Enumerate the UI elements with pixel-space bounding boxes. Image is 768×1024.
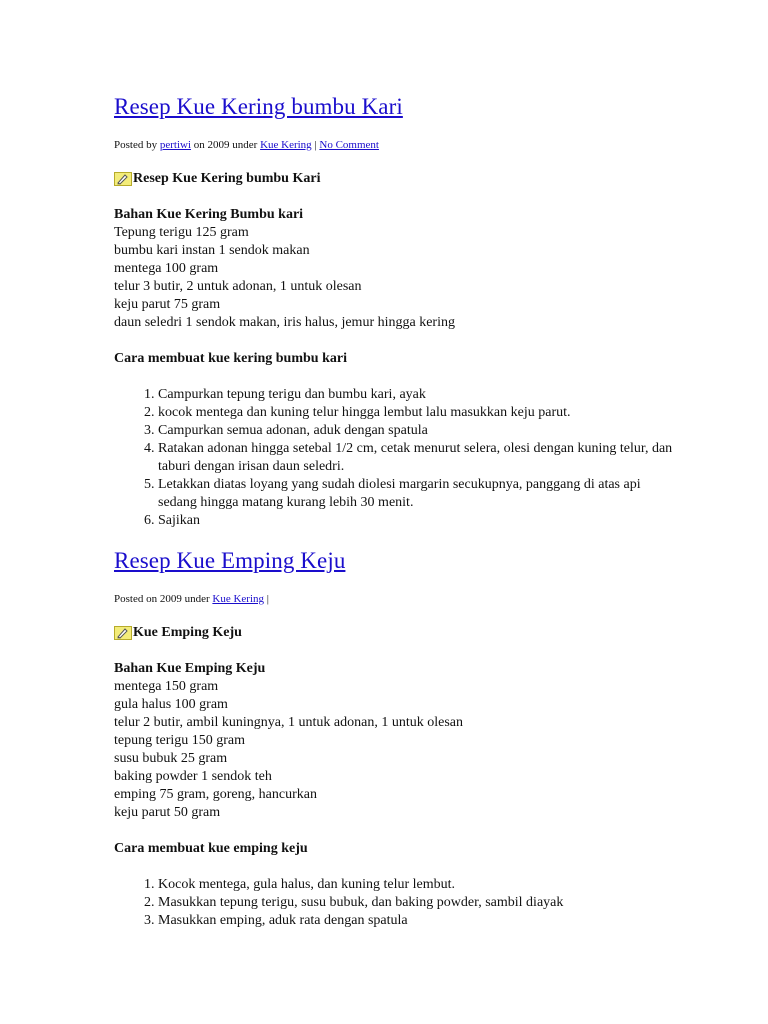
step-item: 6. Sajikan <box>158 512 674 530</box>
ingredient-line: gula halus 100 gram <box>114 697 228 712</box>
post-meta <box>114 592 674 606</box>
step-item: 2. kocok mentega dan kuning telur hingga lembut lalu masukkan keju parut. <box>158 404 674 422</box>
ingredient-line: baking powder 1 sendok teh <box>114 769 272 784</box>
ingredient-line: susu bubuk 25 gram <box>114 751 228 766</box>
steps-title: Cara membuat kue emping keju <box>114 841 308 856</box>
post-title-link[interactable]: Resep Kue Emping Keju <box>114 548 346 573</box>
post-kue-kering-bumbu-kari <box>114 92 674 530</box>
ingredient-line: mentega 100 gram <box>114 261 219 276</box>
recipe-heading <box>114 170 674 188</box>
steps-list <box>114 386 674 530</box>
post-title-link[interactable]: Resep Kue Kering bumbu Kari <box>114 94 403 119</box>
category-link[interactable]: Kue Kering <box>212 593 265 605</box>
meta-prefix: Posted by <box>114 139 160 151</box>
steps-title: Cara membuat kue kering bumbu kari <box>114 351 347 366</box>
step-item: 1. Campurkan tepung terigu dan bumbu kari, ayak <box>158 386 674 404</box>
ingredients-title: Bahan Kue Kering Bumbu kari <box>114 207 304 222</box>
ingredient-line: keju parut 75 gram <box>114 297 221 312</box>
step-item: 5. Letakkan diatas loyang yang sudah diolesi margarin secukupnya, panggang di atas api sedang hingga matang kurang lebih 30 menit. <box>158 476 674 512</box>
steps-list <box>114 876 674 930</box>
ingredient-line: tepung terigu 150 gram <box>114 733 246 748</box>
ingredient-line: bumbu kari instan 1 sendok makan <box>114 243 310 258</box>
ingredient-line: telur 3 butir, 2 untuk adonan, 1 untuk olesan <box>114 279 362 294</box>
meta-on: on 2009 under <box>191 139 261 151</box>
pencil-note-icon <box>114 626 132 640</box>
ingredient-line: mentega 150 gram <box>114 679 219 694</box>
pencil-note-icon <box>114 172 132 186</box>
step-item: 2. Masukkan tepung terigu, susu bubuk, dan baking powder, sambil diayak <box>158 894 674 912</box>
post-meta <box>114 138 674 152</box>
step-item: 1. Kocok mentega, gula halus, dan kuning telur lembut. <box>158 876 674 894</box>
ingredient-line: emping 75 gram, goreng, hancurkan <box>114 787 317 802</box>
ingredients-title: Bahan Kue Emping Keju <box>114 661 266 676</box>
ingredient-line: keju parut 50 gram <box>114 805 221 820</box>
post-kue-emping-keju <box>114 546 674 930</box>
meta-separator: | <box>264 593 269 605</box>
recipe-heading-text: Kue Emping Keju <box>133 625 242 640</box>
author-link[interactable]: pertiwi <box>159 139 192 151</box>
ingredients-list <box>114 224 674 332</box>
meta-separator: | <box>311 139 320 151</box>
recipe-heading <box>114 624 674 642</box>
step-item: 3. Campurkan semua adonan, aduk dengan spatula <box>158 422 674 440</box>
recipe-heading-text: Resep Kue Kering bumbu Kari <box>133 171 321 186</box>
ingredient-line: Tepung terigu 125 gram <box>114 225 249 240</box>
comments-link[interactable]: No Comment <box>319 139 379 151</box>
ingredient-line: telur 2 butir, ambil kuningnya, 1 untuk adonan, 1 untuk olesan <box>114 715 463 730</box>
meta-prefix: Posted on 2009 under <box>114 593 213 605</box>
ingredient-line: daun seledri 1 sendok makan, iris halus, jemur hingga kering <box>114 315 455 330</box>
step-item: 4. Ratakan adonan hingga setebal 1/2 cm, cetak menurut selera, olesi dengan kuning telur, dan taburi dengan irisan daun seledri. <box>158 440 674 476</box>
category-link[interactable]: Kue Kering <box>260 139 312 151</box>
step-item: 3. Masukkan emping, aduk rata dengan spatula <box>158 912 674 930</box>
ingredients-list <box>114 678 674 822</box>
